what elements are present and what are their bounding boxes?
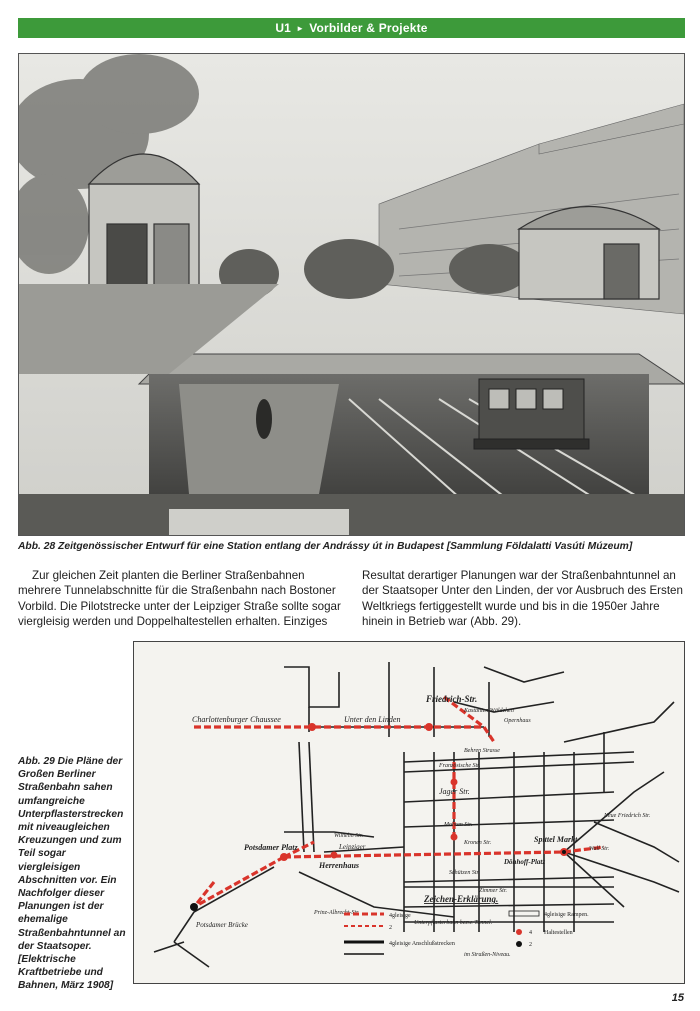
body-column-right: Resultat derartiger Planungen war der Straßenbahntunnel an der Staatsoper Unter den Linden, der vor Ausbruch des Ersten Weltkriegs fertiggestellt wurde und bis in die 1950er Jahre hinein in Betrieb war (Abb. 29). (362, 569, 683, 629)
legend-item-7: Haltestellen (544, 930, 573, 936)
legend-item-4: 4gleisige Anschlußstrecken (389, 941, 455, 947)
station-drawing (19, 54, 684, 535)
figure-28-caption: Abb. 28 Zeitgenössischer Entwurf für eine Station entlang der Andrássy út in Budapest [Sammlung Földalatti Vasúti Múzeum] (18, 541, 633, 552)
legend-item-8: 4 (529, 930, 532, 936)
label-prinz-albrecht: Prinz-Albrecht-Str. (314, 910, 360, 916)
figure-29-caption: Abb. 29 Die Pläne der Großen Berliner Straßenbahn sahen umfangreiche Unterpflasterstrecken mit niveaugleichen Kreuzungen und zum Teil sogar viergleisigen Abschnitten vor. Ein Nachfolger dieser Planungen ist der ehemalige Straßenbahntunnel an der Staatsoper. [Elektrische Kraftbetriebe und Bahnen, März 1908] (18, 756, 126, 992)
label-potsdamer-platz: Potsdamer Platz (244, 843, 298, 852)
label-spittel-markt: Spittel Markt (534, 835, 578, 844)
label-behren: Behren Strasse (464, 748, 500, 754)
map-legend (344, 894, 589, 958)
label-charlottenburger: Charlottenburger Chaussee (192, 715, 281, 724)
label-neue-friedrich: Neue Friedrich Str. (604, 813, 651, 819)
section-title: Vorbilder & Projekte (309, 21, 428, 35)
label-kronen: Kronen Str. (464, 840, 492, 846)
label-friedrich: Friedrich-Str. (426, 694, 478, 704)
legend-item-3: Unterpflasterbahn bezw. Tunnel. (414, 920, 493, 926)
label-schuetzen: Schützen Str. (449, 870, 480, 876)
legend-item-2: 2 (389, 925, 392, 931)
label-wilhelm: Wilhelm Str. (334, 833, 364, 839)
label-wall: Wall Str. (589, 846, 610, 852)
label-jager: Jager Str. (439, 787, 470, 796)
figure-28-illustration (18, 53, 685, 536)
label-zimmer: Zimmer Str. (479, 888, 508, 894)
legend-title: Zeichen-Erklärung. (424, 894, 499, 904)
section-header (18, 18, 685, 38)
figure-29-map (133, 641, 685, 984)
label-leipziger: Leipziger (339, 843, 366, 851)
legend-item-9: 2 (529, 942, 532, 948)
label-doenhoff: Dönhoff-Platz (504, 858, 546, 866)
label-unter-den-linden: Unter den Linden (344, 715, 401, 724)
label-opernhaus: Opernhaus (504, 718, 531, 724)
tram-network-map (134, 642, 684, 983)
label-franzoesische: Französische Str. (439, 763, 481, 769)
body-column-left: Zur gleichen Zeit planten die Berliner Straßenbahnen mehrere Tunnelabschnitte für die Straßenbahn nach Bostoner Vorbild. Die Pilotstrecke unter der Leipziger Straße sollte sogar viergleisig werden und Doppelhaltestellen erhalten. Einziges (18, 569, 341, 629)
label-herrenhaus: Herrenhaus (319, 861, 360, 870)
legend-item-1: 4gleisige (389, 913, 411, 919)
caret-right-icon: ► (296, 23, 305, 33)
legend-item-5: im Straßen-Niveau. (464, 952, 511, 958)
section-code: U1 (275, 21, 292, 35)
page-number: 15 (671, 992, 684, 1004)
label-potsdamer-bruecke: Potsdamer Brücke (196, 921, 248, 929)
legend-item-6: 4gleisige Rampen. (544, 912, 589, 918)
label-mohren: Mohren Str. (444, 822, 473, 828)
label-kastanien: Kastanien Wäldchen (464, 708, 514, 714)
